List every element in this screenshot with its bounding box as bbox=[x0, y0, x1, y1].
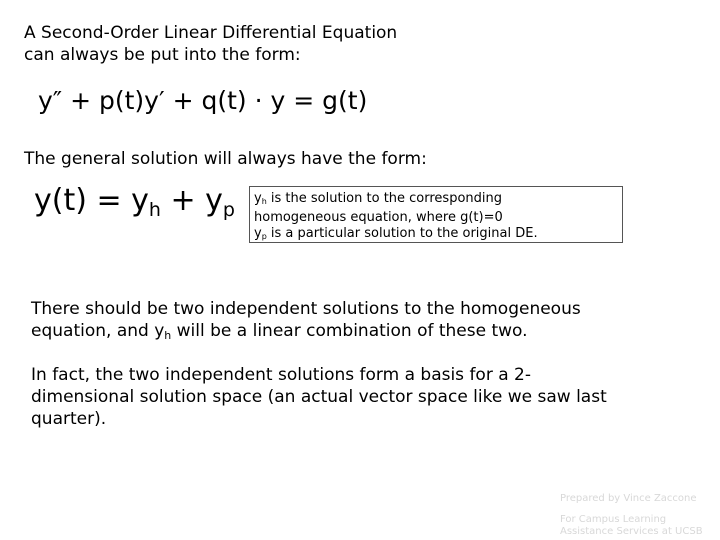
credit-line-3: Assistance Services at UCSB bbox=[560, 526, 703, 537]
intro-line-1: A Second-Order Linear Differential Equation bbox=[24, 23, 398, 43]
eq2-plus-yp: + y bbox=[160, 183, 223, 218]
note-sub-h: h bbox=[261, 197, 267, 206]
eq2-sub-h: h bbox=[148, 199, 161, 221]
note-line-3 bbox=[254, 226, 622, 245]
eq1-equals: = bbox=[285, 86, 323, 115]
note-yh: y bbox=[254, 191, 262, 206]
eq1-plus-2: + bbox=[164, 86, 202, 115]
explanation-box bbox=[249, 186, 623, 243]
note-line-3-text: is a particular solution to the original DE. bbox=[266, 226, 538, 241]
credit-affiliation bbox=[560, 514, 703, 538]
eq1-y-double-prime: y″ bbox=[38, 86, 63, 115]
eq2-lhs: y(t) = y bbox=[34, 183, 149, 218]
credit-author: Prepared by Vince Zaccone bbox=[560, 493, 697, 504]
eq1-plus: + bbox=[62, 86, 99, 115]
eq1-g-of-t: g(t) bbox=[322, 86, 368, 115]
standard-form-equation bbox=[38, 86, 367, 115]
note-line-2: homogeneous equation, where g(t)=0 bbox=[254, 210, 503, 225]
independent-solutions-paragraph bbox=[31, 298, 581, 347]
para1-line-2 bbox=[31, 320, 581, 347]
eq1-q-of-t: q(t) bbox=[201, 86, 247, 115]
credit-line-2: For Campus Learning bbox=[560, 514, 667, 525]
basis-paragraph: In fact, the two independent solutions form a basis for a 2-dimensional solution space (an actual vector space like we saw last quarter). bbox=[31, 365, 607, 429]
note-sub-p: p bbox=[261, 232, 267, 241]
para1-line-2-end: will be a linear combination of these two. bbox=[171, 321, 528, 341]
general-solution-equation bbox=[34, 183, 235, 221]
note-yp: y bbox=[254, 226, 262, 241]
eq1-p-of-t: p(t) bbox=[98, 86, 145, 115]
para1-line-1: There should be two independent solutions to the homogeneous bbox=[31, 299, 581, 319]
eq2-sub-p: p bbox=[222, 199, 235, 221]
note-line-1 bbox=[254, 191, 622, 210]
eq1-y-prime: y′ bbox=[144, 86, 165, 115]
eq1-y: y bbox=[270, 86, 286, 115]
eq1-dot: · bbox=[246, 86, 271, 115]
para1-line-2-start: equation, and y bbox=[31, 321, 165, 341]
general-solution-text: The general solution will always have the form: bbox=[24, 149, 427, 169]
intro-text bbox=[24, 22, 397, 66]
intro-line-2: can always be put into the form: bbox=[24, 45, 301, 65]
note-line-1-text: is the solution to the corresponding bbox=[266, 191, 503, 206]
para1-sub-h: h bbox=[164, 329, 172, 342]
